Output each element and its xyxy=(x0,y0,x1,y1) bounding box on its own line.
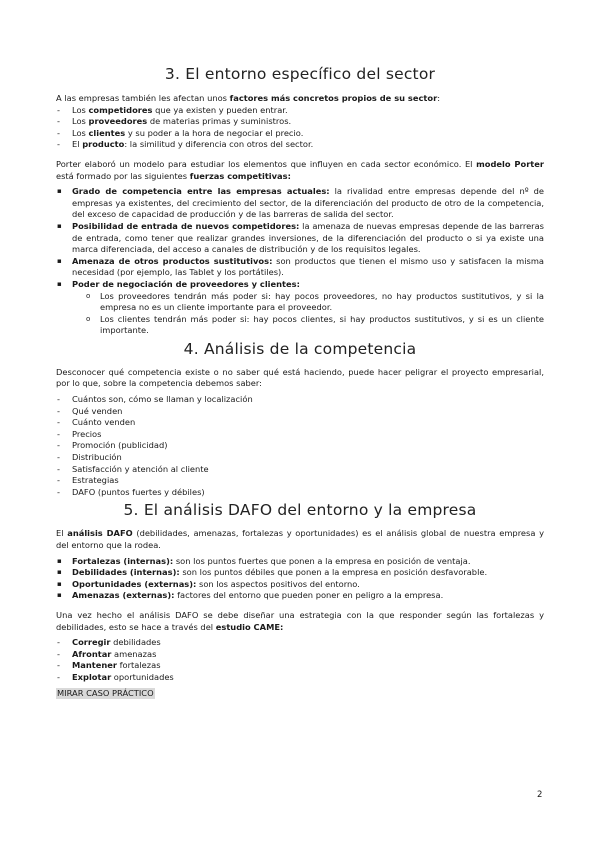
list-item: ▪ Posibilidad de entrada de nuevos competidores: la amenaza de nuevas empresas depende de las barreras de entrada, como tener que realizar grandes inversiones, de la diferenciación del producto o si ya existe una marca diferenciada, del acceso a canales de distribución y de los requisitos legales. xyxy=(56,221,544,256)
section-3-title: 3. El entorno específico del sector xyxy=(164,65,436,83)
list-item: - Cuántos son, cómo se llaman y localización xyxy=(56,394,544,406)
section-5-intro: El análisis DAFO (debilidades, amenazas, fortalezas y oportunidades) es el análisis global de nuestra empresa y del entorno que la rodea. xyxy=(56,528,544,550)
list-item: - Cuánto venden xyxy=(56,417,544,429)
list-item: - Afrontar amenazas xyxy=(56,649,544,661)
section-4-intro: Desconocer qué competencia existe o no saber qué está haciendo, puede hacer peligrar el proyecto empresarial, por lo que, sobre la competencia debemos saber: xyxy=(56,366,544,389)
section-5-title: 5. El análisis DAFO del entorno y la empresa xyxy=(123,501,477,520)
sublist-item: o Los clientes tendrán más poder si: hay pocos clientes, si hay productos sustitutivos, y si es un cliente importante. xyxy=(56,314,544,337)
document-page xyxy=(56,64,544,699)
list-item: ▪ Fortalezas (internas): son los puntos fuertes que ponen a la empresa en posición de ventaja. xyxy=(56,556,544,568)
list-item: - Los proveedores de materias primas y suministros. xyxy=(56,116,544,128)
list-item: - Los competidores que ya existen y pueden entrar. xyxy=(56,105,544,117)
list-item: - Satisfacción y atención al cliente xyxy=(56,464,544,476)
list-item: - Corregir debilidades xyxy=(56,637,544,649)
sector-factors-list xyxy=(56,105,544,151)
list-item: - Qué venden xyxy=(56,406,544,418)
list-item: - Estrategias xyxy=(56,475,544,487)
porter-forces-list xyxy=(56,186,544,290)
list-item: ▪ Amenaza de otros productos sustitutivos: son productos que tienen el mismo uso y satisfacen la misma necesidad (por ejemplo, las Tablet y los portátiles). xyxy=(56,256,544,279)
list-item: - Mantener fortalezas xyxy=(56,660,544,672)
competition-list xyxy=(56,394,544,498)
list-item: - DAFO (puntos fuertes y débiles) xyxy=(56,487,544,499)
list-item: - Distribución xyxy=(56,452,544,464)
list-item: - El producto: la similitud y diferencia con otros del sector. xyxy=(56,139,544,151)
sublist-item: o Los proveedores tendrán más poder si: hay pocos proveedores, no hay productos sustitutivos, y si la empresa no es un cliente importante para el proveedor. xyxy=(56,291,544,314)
list-item: ▪ Debilidades (internas): son los puntos débiles que ponen a la empresa en posición desfavorable. xyxy=(56,567,544,579)
list-item: - Explotar oportunidades xyxy=(56,672,544,684)
list-item: ▪ Oportunidades (externas): son los aspectos positivos del entorno. xyxy=(56,579,544,591)
dafo-list xyxy=(56,556,544,602)
page-number: 2 xyxy=(537,790,543,800)
section-3-intro: A las empresas también les afectan unos factores más concretos propios de su sector: xyxy=(56,93,440,103)
list-item: - Promoción (publicidad) xyxy=(56,440,544,452)
list-item: ▪ Poder de negociación de proveedores y clientes: xyxy=(56,279,544,291)
section-4-title: 4. Análisis de la competencia xyxy=(183,339,417,358)
list-item: ▪ Amenazas (externas): factores del entorno que pueden poner en peligro a la empresa. xyxy=(56,590,544,602)
list-item: - Precios xyxy=(56,429,544,441)
case-study-link[interactable]: MIRAR CASO PRÁCTICO xyxy=(57,687,154,698)
list-item: ▪ Grado de competencia entre las empresas actuales: la rivalidad entre empresas depende del nº de empresas ya existentes, del crecimiento del sector, de la diferenciación del producto de otro de la competencia, del exceso de capacidad de producción y de las barreras de salida del sector. xyxy=(56,186,544,221)
came-list xyxy=(56,637,544,683)
porter-paragraph: Porter elaboró un modelo para estudiar los elementos que influyen en cada sector económico. El modelo Porter está formado por las siguientes fuerzas competitivas: xyxy=(56,158,544,181)
came-paragraph: Una vez hecho el análisis DAFO se debe diseñar una estrategia con la que responder según las fortalezas y debilidades, esto se hace a través del estudio CAME: xyxy=(56,609,544,632)
list-item: - Los clientes y su poder a la hora de negociar el precio. xyxy=(56,128,544,140)
bargaining-power-sublist xyxy=(56,291,544,337)
